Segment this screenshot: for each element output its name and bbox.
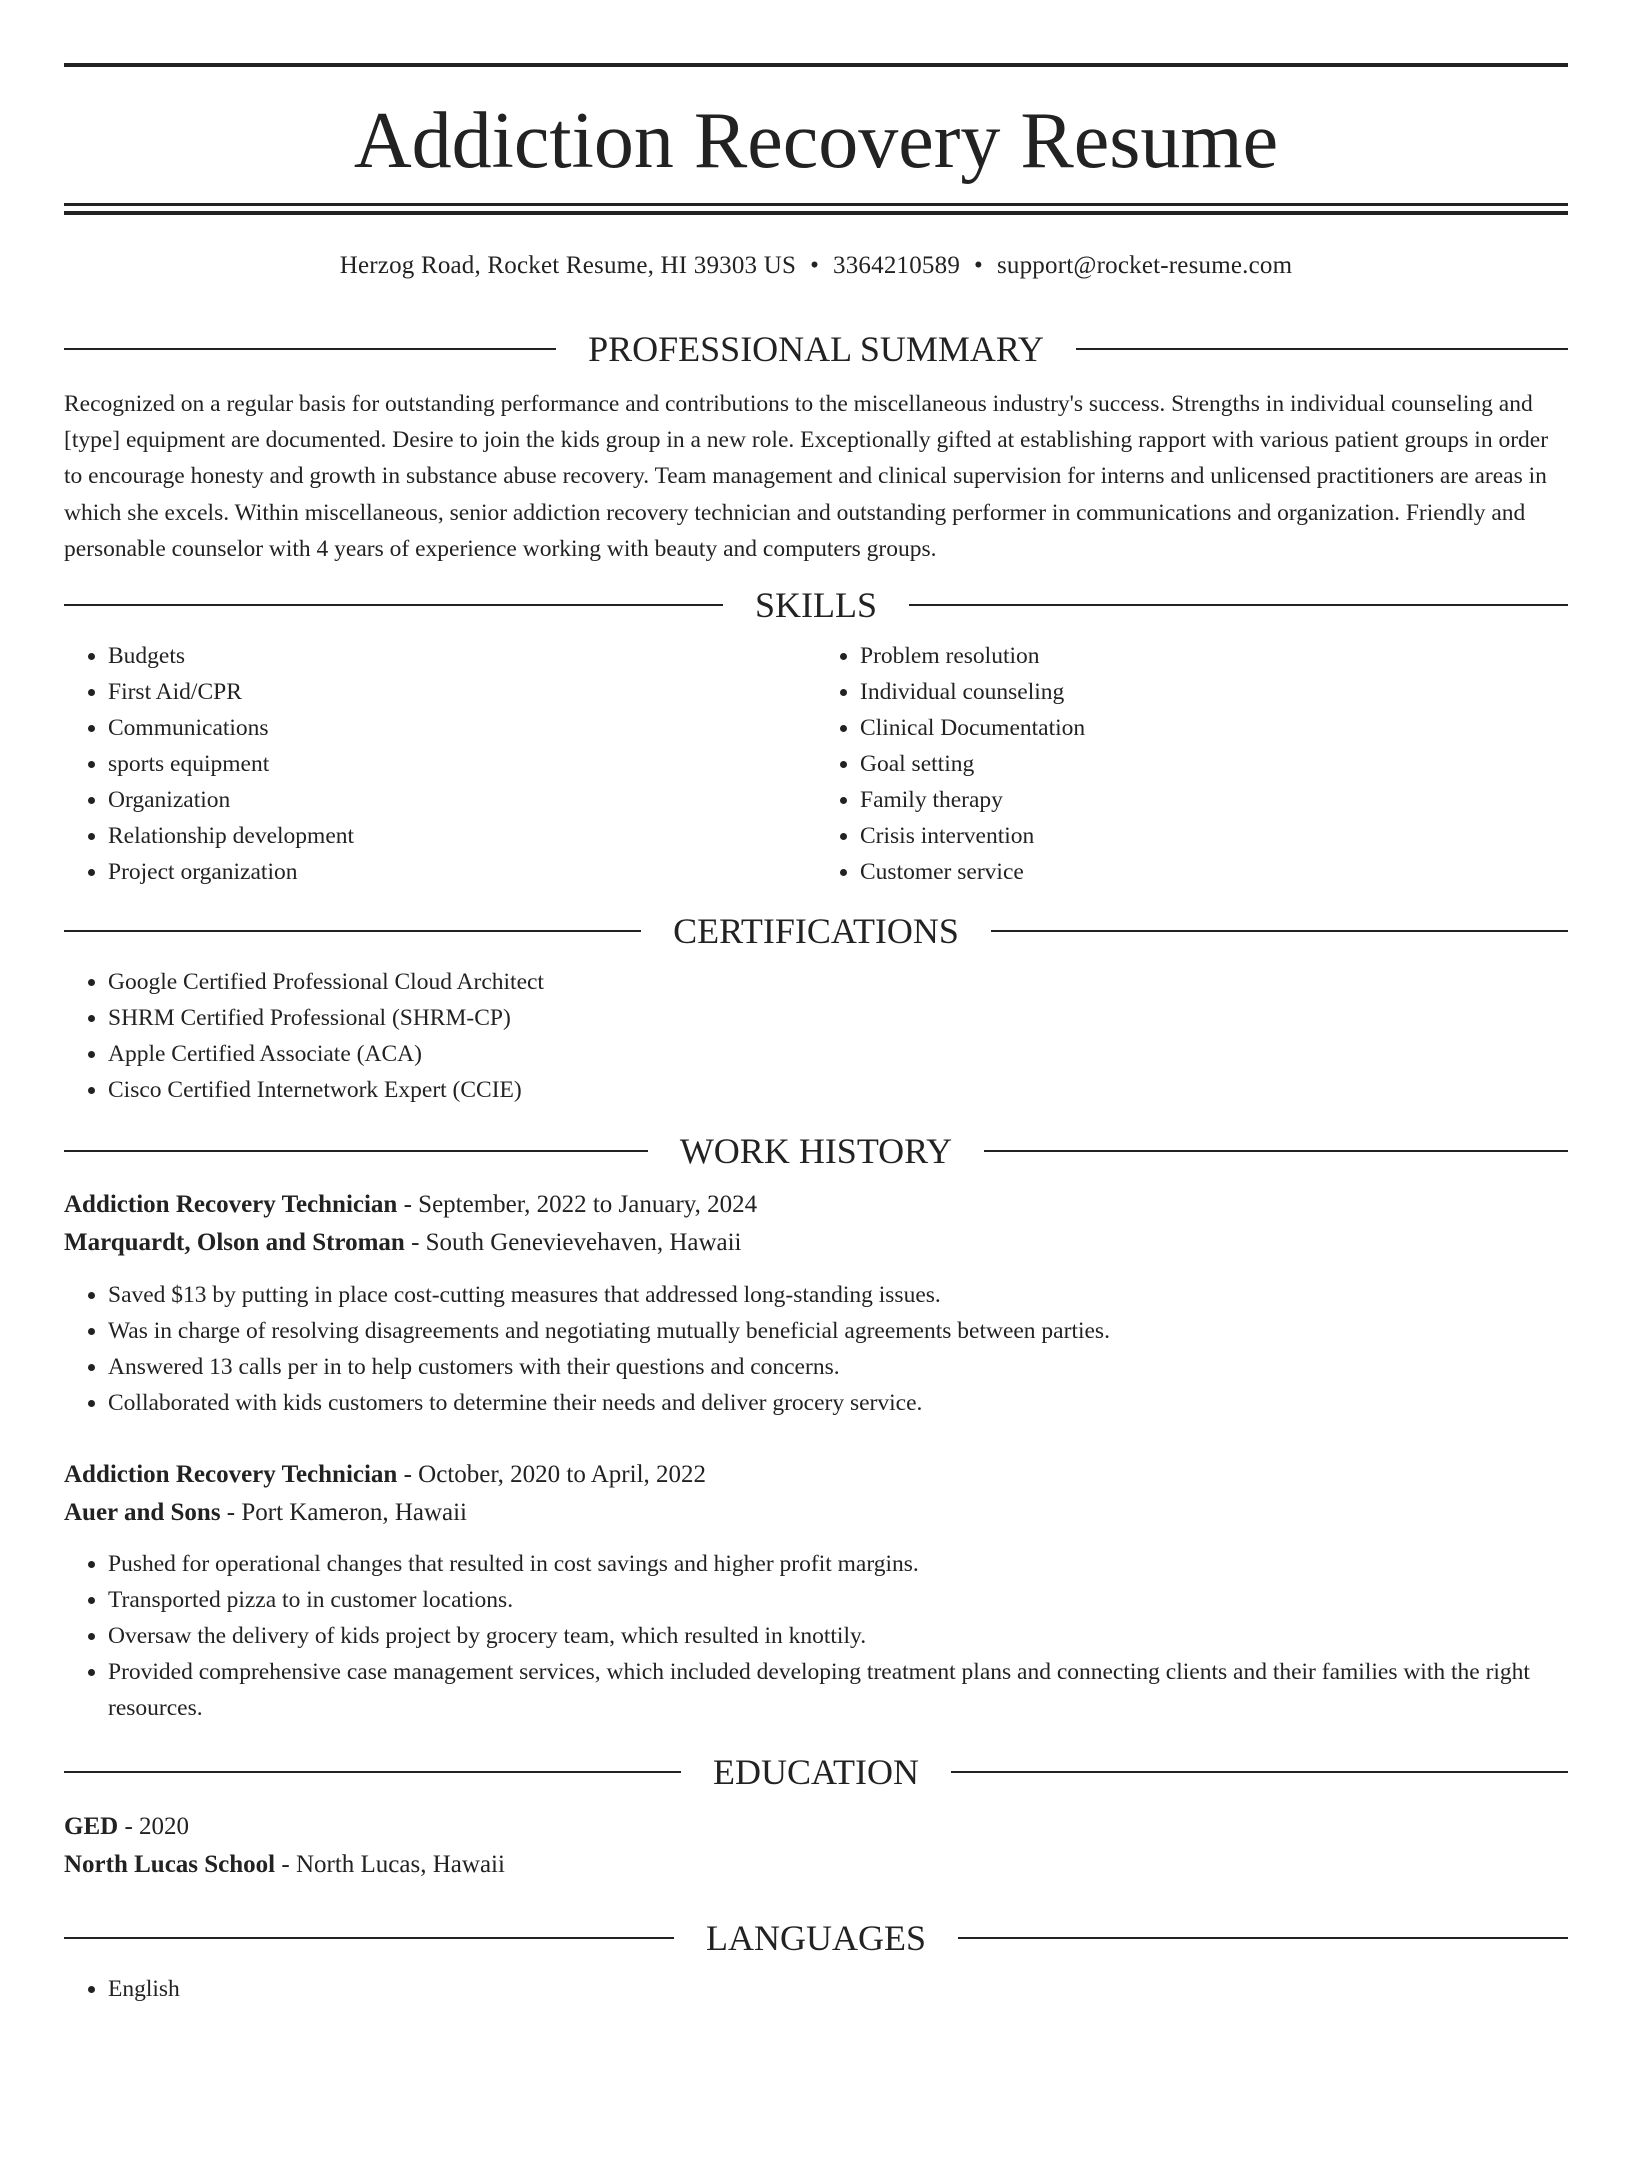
list-item: • Problem resolution <box>860 638 1568 674</box>
heading-rule <box>909 604 1568 606</box>
list-item: • English <box>108 1971 1568 2007</box>
education-school-line <box>64 1846 1568 1884</box>
skills-grid <box>64 638 1568 890</box>
education-degree-line <box>64 1808 1568 1846</box>
job-title: Addiction Recovery Technician <box>64 1461 398 1489</box>
languages-list <box>64 1971 1568 2007</box>
resume-page <box>0 63 1632 2175</box>
certifications-heading <box>64 911 1568 951</box>
list-item: • Answered 13 calls per in to help customers with their questions and concerns. <box>108 1349 1568 1385</box>
list-item: • First Aid/CPR <box>108 674 816 710</box>
languages-heading-label: LANGUAGES <box>706 1918 926 1959</box>
list-item: • Individual counseling <box>860 674 1568 710</box>
heading-rule <box>958 1937 1568 1939</box>
job-company: Auer and Sons <box>64 1499 221 1527</box>
heading-rule <box>64 348 556 350</box>
education-entry <box>64 1808 1568 1884</box>
job-dates: - October, 2020 to April, 2022 <box>397 1461 707 1489</box>
heading-rule <box>64 1937 674 1939</box>
heading-rule <box>64 604 723 606</box>
list-item: • Google Certified Professional Cloud Architect <box>108 964 1568 1000</box>
summary-heading <box>64 329 1568 369</box>
job-company-line <box>64 1494 1568 1532</box>
list-item: • Saved $13 by putting in place cost-cutting measures that addressed long-standing issues. <box>108 1277 1568 1313</box>
list-item: • Customer service <box>860 854 1568 890</box>
contact-line <box>64 251 1568 281</box>
list-item: • Budgets <box>108 638 816 674</box>
education-heading <box>64 1752 1568 1792</box>
list-item: • Pushed for operational changes that resulted in cost savings and higher profit margins. <box>108 1546 1568 1582</box>
contact-address: Herzog Road, Rocket Resume, HI 39303 US <box>339 252 797 279</box>
list-item: • Communications <box>108 710 816 746</box>
job-company-line <box>64 1224 1568 1262</box>
contact-email: support@rocket-resume.com <box>996 252 1293 279</box>
heading-rule <box>1076 348 1568 350</box>
job-title-line <box>64 1456 1568 1494</box>
list-item: • Cisco Certified Internetwork Expert (CCIE) <box>108 1072 1568 1108</box>
list-item: • Oversaw the delivery of kids project by grocery team, which resulted in knottily. <box>108 1618 1568 1654</box>
list-item: • Family therapy <box>860 782 1568 818</box>
list-item: • Goal setting <box>860 746 1568 782</box>
list-item: • Crisis intervention <box>860 818 1568 854</box>
contact-separator: • <box>974 252 983 279</box>
heading-rule <box>64 930 641 932</box>
heading-rule <box>64 1150 648 1152</box>
job-location: - South Genevievehaven, Hawaii <box>404 1229 742 1257</box>
job-bullets <box>64 1546 1568 1726</box>
skills-heading-label: SKILLS <box>755 585 878 626</box>
job-bullets <box>64 1277 1568 1421</box>
list-item: • Organization <box>108 782 816 818</box>
title-double-rule <box>64 203 1568 215</box>
education-location: - North Lucas, Hawaii <box>275 1851 505 1879</box>
list-item: • Provided comprehensive case management services, which included developing treatment plans and connecting clients and their families with the right resources. <box>108 1654 1568 1726</box>
job-entry <box>64 1456 1568 1726</box>
job-entry <box>64 1186 1568 1421</box>
skills-heading <box>64 585 1568 625</box>
heading-rule <box>951 1771 1568 1773</box>
list-item: • SHRM Certified Professional (SHRM-CP) <box>108 1000 1568 1036</box>
skills-list-left <box>64 638 816 890</box>
top-rule <box>64 63 1568 67</box>
job-company: Marquardt, Olson and Stroman <box>64 1229 405 1257</box>
list-item: • Collaborated with kids customers to determine their needs and deliver grocery service. <box>108 1385 1568 1421</box>
certifications-heading-label: CERTIFICATIONS <box>673 911 959 952</box>
work-heading <box>64 1131 1568 1171</box>
list-item: • Clinical Documentation <box>860 710 1568 746</box>
heading-rule <box>984 1150 1568 1152</box>
education-school: North Lucas School <box>64 1851 276 1879</box>
list-item: • Was in charge of resolving disagreements and negotiating mutually beneficial agreements between parties. <box>108 1313 1568 1349</box>
heading-rule <box>991 930 1568 932</box>
education-heading-label: EDUCATION <box>713 1752 919 1793</box>
job-title-line <box>64 1186 1568 1224</box>
list-item: • Apple Certified Associate (ACA) <box>108 1036 1568 1072</box>
summary-text: Recognized on a regular basis for outstanding performance and contributions to the miscellaneous industry's success. Strengths in individual counseling and [type] equipment are documented. Desire to join the kids group in a new role. Exceptionally gifted at establishing rapport with various patient groups in order to encourage honesty and growth in substance abuse recovery. Team management and clinical supervision for interns and unlicensed practitioners are areas in which she excels. Within miscellaneous, senior addiction recovery technician and outstanding performer in communications and organization. Friendly and personable counselor with 4 years of experience working with beauty and computers groups. <box>64 391 1549 562</box>
education-degree: GED <box>64 1813 119 1841</box>
job-dates: - September, 2022 to January, 2024 <box>397 1191 758 1219</box>
job-title: Addiction Recovery Technician <box>64 1191 398 1219</box>
list-item: • Project organization <box>108 854 816 890</box>
skills-list-right <box>816 638 1568 890</box>
certifications-list <box>64 964 1568 1108</box>
job-location: - Port Kameron, Hawaii <box>220 1499 468 1527</box>
list-item: • Transported pizza to in customer locations. <box>108 1582 1568 1618</box>
resume-title: Addiction Recovery Resume <box>353 97 1279 185</box>
summary-heading-label: PROFESSIONAL SUMMARY <box>588 329 1044 369</box>
list-item: • Relationship development <box>108 818 816 854</box>
list-item: • sports equipment <box>108 746 816 782</box>
languages-heading <box>64 1918 1568 1958</box>
contact-phone: 3364210589 <box>833 252 961 279</box>
education-year: - 2020 <box>118 1813 190 1841</box>
heading-rule <box>64 1771 681 1773</box>
work-heading-label: WORK HISTORY <box>679 1131 953 1172</box>
contact-separator: • <box>810 252 820 279</box>
